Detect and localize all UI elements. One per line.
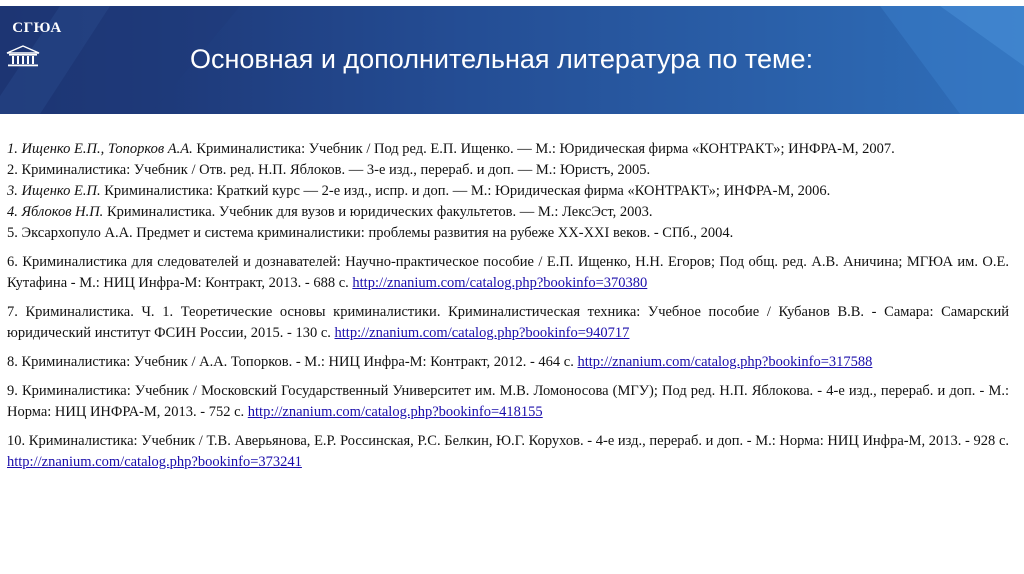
building-crest-icon xyxy=(6,45,40,67)
reference-text: Эксархопуло А.А. Предмет и система криминалистики: проблемы развития на рубеже XX-XXI веков. - СПб., 2004. xyxy=(21,225,734,241)
reference-item-7 xyxy=(7,302,1009,344)
reference-text: Криминалистика: Учебник / А.А. Топорков. - М.: НИЦ Инфра-М: Контракт, 2012. - 464 с. xyxy=(21,354,574,370)
reference-text: Криминалистика: Учебник / Под ред. Е.П. Ищенко. — М.: Юридическая фирма «КОНТРАКТ»; ИНФРА-М, 2007. xyxy=(196,141,895,157)
reference-num: 5. xyxy=(7,225,18,241)
reference-item-5 xyxy=(7,223,1009,244)
page-title: Основная и дополнительная литература по теме: xyxy=(190,44,814,74)
reference-authors: Ищенко Е.П. xyxy=(21,183,101,199)
reference-item-6 xyxy=(7,252,1009,294)
reference-item-8 xyxy=(7,352,1009,373)
reference-authors: Ищенко Е.П., Топорков А.А. xyxy=(21,141,193,157)
reference-num: 10. xyxy=(7,433,26,449)
reference-item-4 xyxy=(7,202,1009,223)
reference-num: 6. xyxy=(7,254,18,270)
logo-text: СГЮА xyxy=(12,20,62,36)
reference-link[interactable]: http://znanium.com/catalog.php?bookinfo=317588 xyxy=(577,354,873,370)
reference-item-9 xyxy=(7,381,1009,423)
reference-num: 9. xyxy=(7,383,18,399)
reference-item-1 xyxy=(7,139,1009,160)
reference-text: Криминалистика для следователей и дознавателей: Научно-практическое пособие / Е.П. Ищенко, Н.Н. Егоров; Под общ. ред. А.В. Аничина; МГЮА им. О.Е. Кутафина - М.: НИЦ Инфра-М: Контракт, 2013. - 688 с. xyxy=(7,254,1009,291)
reference-text: Криминалистика: Учебник / Отв. ред. Н.П. Яблоков. — 3-е изд., перераб. и доп. — М.: Юристъ, 2005. xyxy=(21,162,651,178)
reference-num: 8. xyxy=(7,354,18,370)
reference-text: Криминалистика: Краткий курс — 2-е изд., испр. и доп. — М.: Юридическая фирма «КОНТРАКТ»; ИНФРА-М, 2006. xyxy=(104,183,831,199)
reference-link[interactable]: http://znanium.com/catalog.php?bookinfo=418155 xyxy=(247,404,543,420)
reference-text: Криминалистика. Ч. 1. Теоретические основы криминалистики. Криминалистическая техника: Учебное пособие / Кубанов В.В. - Самара: Самарский юридический институт ФСИН России, 2015. - 130 с. xyxy=(7,304,1009,341)
reference-authors: Яблоков Н.П. xyxy=(21,204,104,220)
reference-num: 1. xyxy=(7,141,18,157)
reference-link[interactable]: http://znanium.com/catalog.php?bookinfo=370380 xyxy=(352,275,648,291)
reference-text: Криминалистика: Учебник / Т.В. Аверьянова, Е.Р. Россинская, Р.С. Белкин, Ю.Г. Корухов. - 4-е изд., перераб. и доп. - М.: Норма: НИЦ Инфра-М, 2013. - 928 с. xyxy=(28,433,1010,449)
reference-num: 7. xyxy=(7,304,18,320)
reference-item-10 xyxy=(7,431,1009,473)
reference-link[interactable]: http://znanium.com/catalog.php?bookinfo=373241 xyxy=(7,454,302,470)
reference-num: 3. xyxy=(7,183,18,199)
header-banner xyxy=(0,6,1024,114)
reference-item-3 xyxy=(7,181,1009,202)
reference-text: Криминалистика: Учебник / Московский Государственный Университет им. М.В. Ломоносова (МГУ); Под ред. Н.П. Яблокова. - 4-е изд., перераб. и доп. - М.: Норма: НИЦ ИНФРА-М, 2013. - 752 с. xyxy=(7,383,1010,420)
reference-num: 4. xyxy=(7,204,18,220)
university-logo xyxy=(6,19,68,109)
reference-num: 2. xyxy=(7,162,18,178)
reference-item-2 xyxy=(7,160,1009,181)
reference-link[interactable]: http://znanium.com/catalog.php?bookinfo=940717 xyxy=(334,325,630,341)
reference-text: Криминалистика. Учебник для вузов и юридических факультетов. — М.: ЛексЭст, 2003. xyxy=(106,204,653,220)
references-list xyxy=(7,139,1009,473)
